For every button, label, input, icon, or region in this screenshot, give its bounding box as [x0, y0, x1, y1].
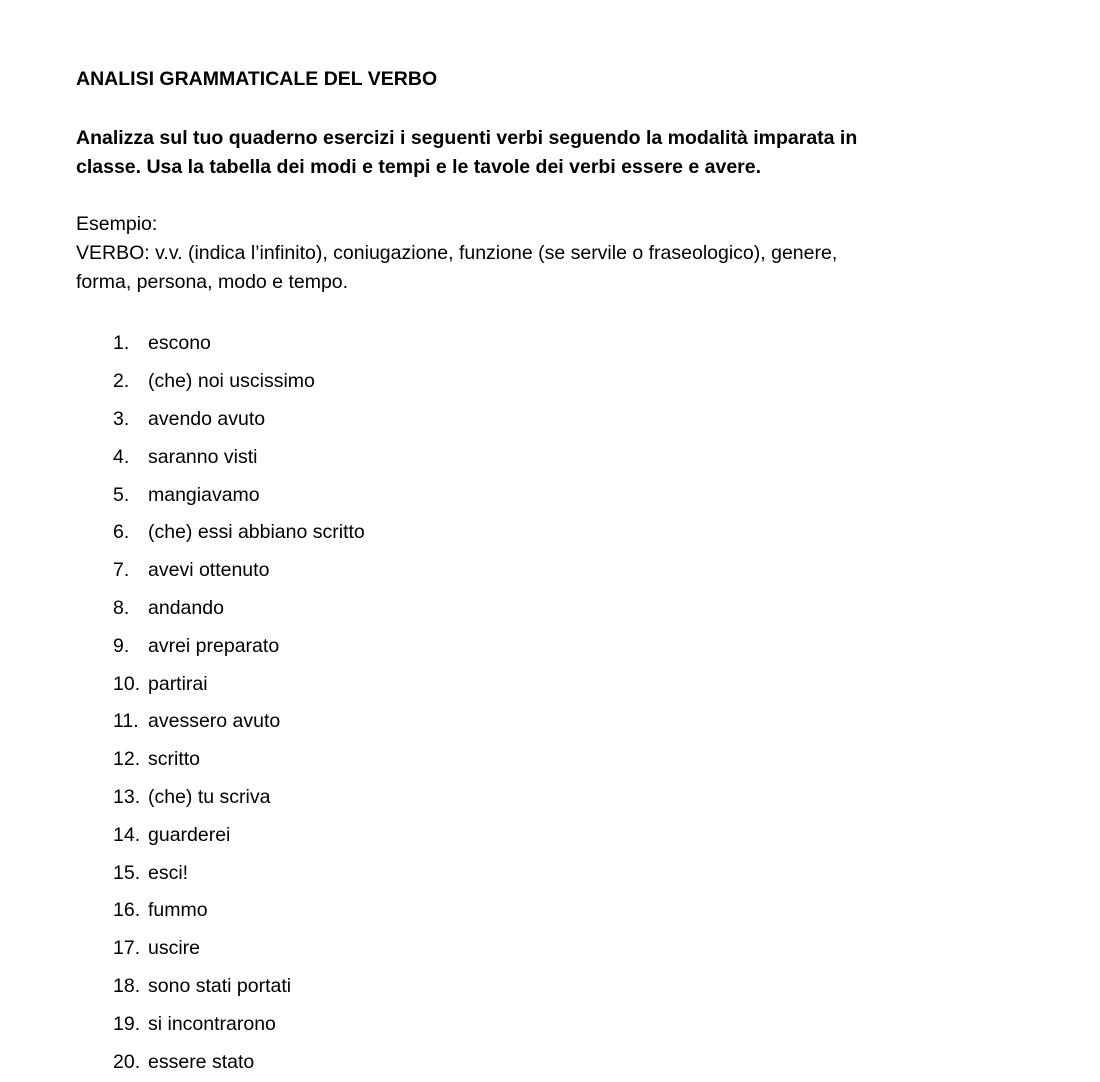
- instructions-paragraph: [76, 124, 976, 182]
- example-text-line: forma, persona, modo e tempo.: [76, 271, 349, 293]
- list-item-text: escono: [148, 332, 211, 355]
- list-item-number: 16.: [113, 899, 141, 922]
- list-item-text: uscire: [148, 937, 201, 960]
- list-item-number: 17.: [113, 937, 141, 960]
- list-item: [113, 514, 365, 552]
- list-item: [113, 1043, 365, 1081]
- list-item-number: 15.: [113, 861, 141, 884]
- list-item-text: fummo: [148, 899, 208, 922]
- list-item-text: partirai: [148, 672, 208, 695]
- list-item-number: 6.: [113, 521, 130, 544]
- list-item-number: 9.: [113, 634, 130, 657]
- instructions-line: Analizza sul tuo quaderno esercizi i seguenti verbi seguendo la modalità imparata in: [76, 127, 858, 149]
- list-item: [113, 816, 365, 854]
- list-item-text: andando: [148, 596, 224, 619]
- list-item: [113, 968, 365, 1006]
- list-item-number: 3.: [113, 407, 130, 430]
- list-item: [113, 703, 365, 741]
- list-item-number: 2.: [113, 370, 130, 393]
- list-item-text: scritto: [148, 748, 201, 771]
- list-item-number: 18.: [113, 974, 141, 997]
- list-item-text: (che) tu scriva: [148, 785, 271, 808]
- list-item: [113, 741, 365, 779]
- list-item: [113, 930, 365, 968]
- list-item-number: 10.: [113, 672, 141, 695]
- list-item-number: 1.: [113, 332, 130, 355]
- list-item-text: essere stato: [148, 1050, 255, 1073]
- list-item-text: si incontrarono: [148, 1012, 276, 1035]
- list-item-number: 11.: [113, 710, 139, 733]
- list-item-text: sono stati portati: [148, 974, 292, 997]
- list-item-text: (che) essi abbiano scritto: [148, 521, 365, 544]
- list-item-text: mangiavamo: [148, 483, 260, 506]
- list-item: [113, 627, 365, 665]
- list-item: [113, 438, 365, 476]
- list-item: [113, 363, 365, 401]
- list-item-text: saranno visti: [148, 445, 258, 468]
- example-section: [76, 210, 976, 297]
- list-item: [113, 779, 365, 817]
- list-item-text: esci!: [148, 861, 189, 884]
- list-item-number: 12.: [113, 748, 141, 771]
- list-item-text: avevi ottenuto: [148, 559, 270, 582]
- list-item-number: 5.: [113, 483, 130, 506]
- verb-list: [113, 325, 365, 1081]
- list-item: [113, 476, 365, 514]
- list-item-number: 7.: [113, 559, 130, 582]
- list-item: [113, 665, 365, 703]
- list-item-text: avendo avuto: [148, 407, 266, 430]
- list-item-text: (che) noi uscissimo: [148, 370, 315, 393]
- list-item: [113, 854, 365, 892]
- list-item-text: avessero avuto: [148, 710, 281, 733]
- list-item-number: 4.: [113, 445, 130, 468]
- list-item-number: 13.: [113, 785, 141, 808]
- list-item-number: 8.: [113, 596, 130, 619]
- list-item: [113, 552, 365, 590]
- instructions-line: classe. Usa la tabella dei modi e tempi e le tavole dei verbi essere e avere.: [76, 156, 762, 178]
- list-item-text: avrei preparato: [148, 634, 280, 657]
- example-label: Esempio:: [76, 213, 158, 235]
- document-title: ANALISI GRAMMATICALE DEL VERBO: [76, 68, 438, 90]
- list-item: [113, 892, 365, 930]
- list-item-number: 19.: [113, 1012, 141, 1035]
- list-item-text: guarderei: [148, 823, 231, 846]
- list-item: [113, 325, 365, 363]
- example-text-line: VERBO: v.v. (indica l’infinito), coniugazione, funzione (se servile o fraseologico), genere,: [76, 242, 838, 264]
- list-item: [113, 1005, 365, 1043]
- list-item-number: 14.: [113, 823, 141, 846]
- list-item-number: 20.: [113, 1050, 141, 1073]
- list-item: [113, 401, 365, 439]
- list-item: [113, 590, 365, 628]
